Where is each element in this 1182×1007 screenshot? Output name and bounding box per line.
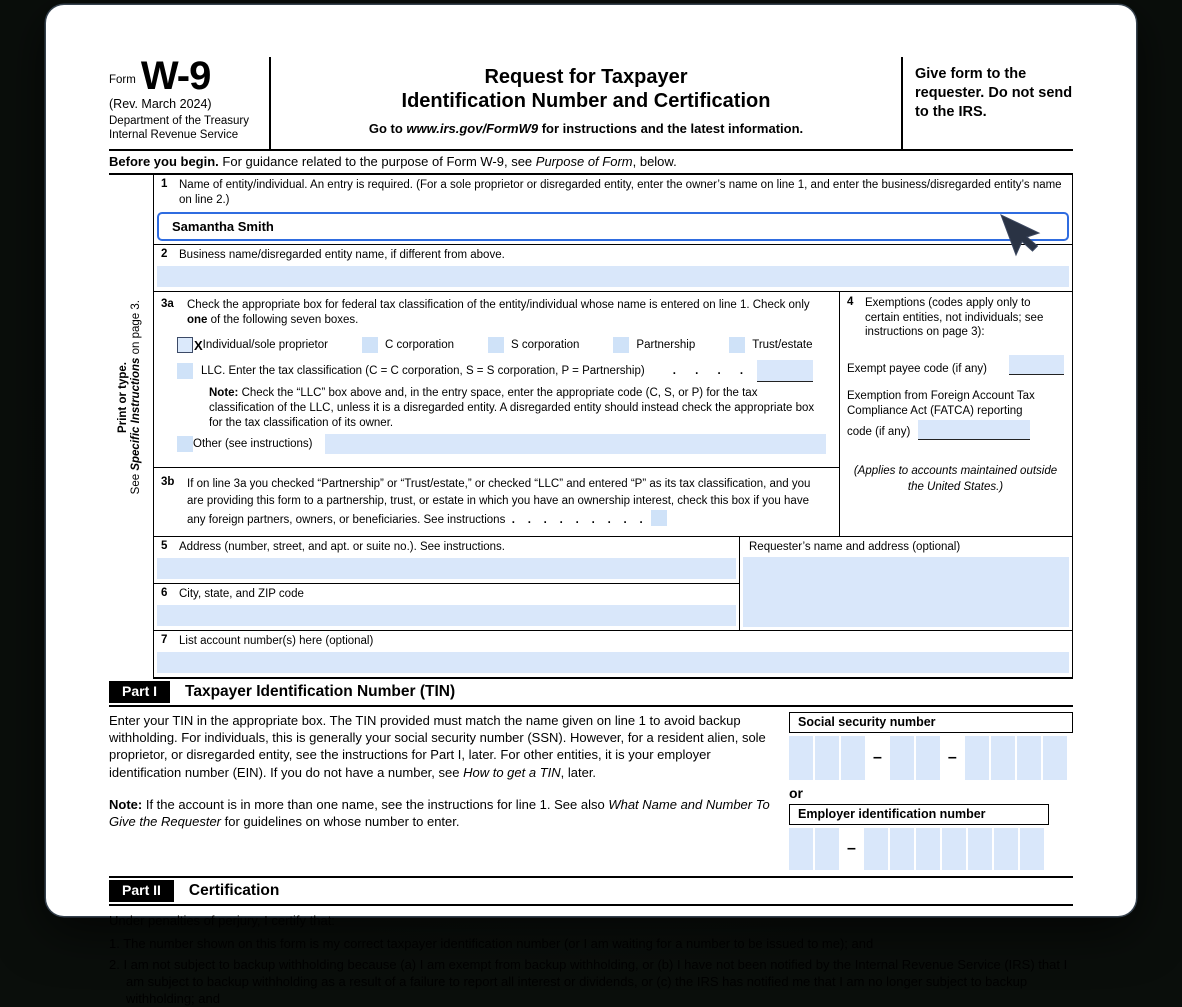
classification-section bbox=[154, 292, 1072, 538]
line3b-dot-leaders: . . . . . . . . . bbox=[505, 513, 643, 526]
line3a-number: 3a bbox=[161, 297, 174, 310]
checkbox-item-c-corp bbox=[362, 337, 454, 353]
line3a-label-a: Check the appropriate box for federal tax classification of the entity/individual whose name is entered on line 1. Check only bbox=[187, 298, 810, 311]
individual-label: Individual/sole proprietor bbox=[202, 339, 328, 352]
specific-instructions-ref: Specific Instructions bbox=[129, 357, 142, 471]
classification-checkboxes bbox=[177, 337, 833, 353]
tin-column bbox=[789, 712, 1073, 870]
part1-tab: Part I bbox=[109, 681, 170, 703]
llc-note-bold: Note: bbox=[209, 387, 239, 400]
form-body bbox=[116, 175, 1073, 679]
part1-body bbox=[109, 707, 1073, 870]
form-revision: (Rev. March 2024) bbox=[109, 97, 212, 111]
form-title-block bbox=[271, 57, 901, 149]
name-value: Samantha Smith bbox=[172, 218, 274, 234]
part2-tab: Part II bbox=[109, 880, 174, 902]
requester-input[interactable] bbox=[743, 557, 1069, 627]
form-title-line1: Request for Taxpayer bbox=[484, 66, 688, 88]
row-line5 bbox=[154, 537, 739, 584]
certification-item1: 1. The number shown on this form is my correct taxpayer identification number (or I am waiting for a number to be issued to me); and bbox=[109, 936, 874, 952]
part1-note-a: If the account is in more than one name, see the instructions for line 1. See also bbox=[142, 796, 609, 812]
line5-label: Address (number, street, and apt. or suite no.). See instructions. bbox=[179, 541, 505, 554]
part1-header bbox=[109, 679, 1073, 707]
before-mid: For guidance related to the purpose of Form W-9, see bbox=[218, 153, 536, 169]
ein-label-box: Employer identification number bbox=[789, 804, 1049, 825]
print-or-type-label: Print or type. bbox=[116, 361, 129, 433]
line1-number: 1 bbox=[161, 177, 168, 190]
row-line1 bbox=[154, 175, 1072, 245]
ssn-group2[interactable] bbox=[890, 736, 940, 780]
llc-note bbox=[209, 386, 823, 431]
w9-form-page bbox=[46, 5, 1136, 1007]
trust-estate-checkbox[interactable] bbox=[729, 337, 745, 353]
other-input[interactable] bbox=[325, 434, 826, 454]
llc-label: LLC. Enter the tax classification (C = C corporation, S = S corporation, P = Partnership) bbox=[201, 365, 645, 378]
other-checkbox[interactable] bbox=[177, 436, 193, 452]
c-corporation-checkbox[interactable] bbox=[362, 337, 378, 353]
line5-number: 5 bbox=[161, 540, 168, 553]
individual-checkbox-mark: X bbox=[194, 337, 203, 353]
checkbox-item-trust bbox=[729, 337, 812, 353]
form-number: W-9 bbox=[140, 54, 211, 98]
exempt-payee-row bbox=[847, 355, 1064, 375]
dept-treasury: Department of the Treasury bbox=[109, 115, 249, 127]
box4-label-row bbox=[847, 295, 1064, 341]
llc-row bbox=[177, 360, 826, 382]
name-input[interactable] bbox=[157, 212, 1069, 241]
address-section bbox=[154, 537, 1072, 631]
account-numbers-input[interactable] bbox=[157, 652, 1069, 673]
form-title-line2: Identification Number and Certification bbox=[401, 90, 771, 112]
city-state-zip-input[interactable] bbox=[157, 605, 736, 626]
how-to-get-tin-ref: How to get a TIN bbox=[463, 764, 561, 780]
checkbox-item-individual bbox=[177, 337, 328, 353]
fatca-label-line2: code (if any) bbox=[847, 426, 911, 439]
before-you-begin bbox=[109, 151, 1073, 175]
print-or-type-sidebar bbox=[107, 270, 151, 525]
checkbox-item-partnership bbox=[613, 337, 695, 353]
llc-checkbox[interactable] bbox=[177, 363, 193, 379]
before-bold: Before you begin. bbox=[109, 153, 219, 169]
line3b-number: 3b bbox=[161, 476, 175, 489]
ssn-input-row[interactable] bbox=[789, 736, 1073, 780]
requester-column bbox=[740, 537, 1072, 630]
row-line3a bbox=[154, 292, 839, 469]
line3b-text: If on line 3a you checked “Partnership” or “Trust/estate,” or checked “LLC” and entered “P” as its tax classification, and you are providing this form to a partnership, trust, or estate in which you have an ownership interest, check this box if you have any foreign partners, owners, or beneficiaries. See instructions bbox=[187, 478, 811, 526]
irs-url: www.irs.gov/FormW9 bbox=[406, 121, 539, 136]
ein-input-row[interactable] bbox=[789, 828, 1073, 870]
trust-estate-label: Trust/estate bbox=[752, 339, 813, 352]
form-subtitle bbox=[281, 121, 891, 136]
llc-dot-leaders: . . . . bbox=[672, 365, 744, 378]
part1-note-b: for guidelines on whose number to enter. bbox=[221, 813, 460, 829]
dept-irs: Internal Revenue Service bbox=[109, 129, 239, 142]
give-form-note: Give form to the requester. Do not send to the IRS. bbox=[901, 57, 1073, 149]
form-word: Form bbox=[109, 74, 136, 86]
s-corporation-label: S corporation bbox=[511, 339, 580, 352]
row-line3b bbox=[154, 468, 839, 536]
see-word: See bbox=[129, 470, 142, 495]
row-line2 bbox=[154, 245, 1072, 292]
exempt-payee-label: Exempt payee code (if any) bbox=[847, 363, 987, 376]
part2-body bbox=[109, 912, 1073, 1007]
ssn-dash2: – bbox=[947, 749, 957, 767]
ssn-label-box: Social security number bbox=[789, 712, 1073, 733]
box4-label: Exemptions (codes apply only to certain entities, not individuals; see instructions on page 3): bbox=[865, 296, 1044, 339]
ssn-dash1: – bbox=[873, 749, 882, 767]
box4-number: 4 bbox=[847, 295, 854, 308]
row-line7 bbox=[154, 631, 1072, 673]
form-header-left bbox=[109, 54, 271, 149]
fatca-block bbox=[847, 389, 1064, 440]
individual-checkbox[interactable] bbox=[177, 337, 193, 353]
exemptions-column bbox=[839, 292, 1072, 537]
foreign-partners-checkbox[interactable] bbox=[651, 510, 667, 526]
purpose-of-form-ref: Purpose of Form bbox=[535, 153, 633, 169]
what-name-ref: What Name and Number To Give the Requester bbox=[109, 796, 770, 829]
line2-label: Business name/disregarded entity name, if different from above. bbox=[179, 248, 505, 261]
ein-group1[interactable] bbox=[789, 828, 839, 870]
part1-text-b: , later. bbox=[560, 764, 597, 780]
address-input[interactable] bbox=[157, 558, 736, 579]
c-corporation-label: C corporation bbox=[384, 339, 455, 352]
line3a-label bbox=[187, 298, 825, 328]
part2-title: Certification bbox=[188, 882, 280, 900]
part2-header bbox=[109, 876, 1073, 906]
page3-ref: on page 3. bbox=[129, 300, 142, 358]
form-header bbox=[109, 54, 1073, 151]
or-label: or bbox=[789, 785, 803, 802]
partnership-label: Partnership bbox=[636, 339, 696, 352]
ein-group2[interactable] bbox=[864, 828, 1044, 870]
part1-text-a: Enter your TIN in the appropriate box. The TIN provided must match the name given on line 1 to avoid backup withholding. For individuals, this is generally your social security number (SSN). However, for a resident alien, sole proprietor, or disregarded entity, see the instructions for Part I, later. For other entities, it is your employer identification number (EIN). If you do not have a number, see bbox=[109, 713, 766, 780]
exempt-payee-code-input[interactable] bbox=[1009, 355, 1064, 375]
certification-item2: 2. I am not subject to backup withholding because (a) I am exempt from backup withholding, or (b) I have not been notified by the Internal Revenue Service (IRS) that I am subject to backup withholding as a result of a failure to report all interest or dividends, or (c) the IRS has notified me that I am no longer subject to backup withholding; and bbox=[109, 956, 1068, 1007]
see-instructions-label bbox=[130, 300, 142, 494]
part1-note-bold: Note: bbox=[109, 796, 143, 812]
llc-note-text: Check the “LLC” box above and, in the entry space, enter the appropriate code (C, S, or P) for the tax classification of the LLC, unless it is a disregarded entity. A disregarded entity should instead check the appropriate box for the tax classification of its owner. bbox=[209, 387, 815, 430]
ssn-group3[interactable] bbox=[965, 736, 1067, 780]
applies-note: (Applies to accounts maintained outside the United States.) bbox=[853, 465, 1058, 493]
business-name-input[interactable] bbox=[157, 266, 1069, 287]
part1-title: Taxpayer Identification Number (TIN) bbox=[185, 683, 456, 701]
line2-number: 2 bbox=[161, 247, 168, 260]
before-end: , below. bbox=[632, 153, 677, 169]
line7-label: List account number(s) here (optional) bbox=[179, 635, 374, 648]
ssn-group1[interactable] bbox=[789, 736, 865, 780]
line3a-label-b: of the following seven boxes. bbox=[207, 313, 359, 326]
line6-label: City, state, and ZIP code bbox=[179, 588, 304, 601]
mouse-cursor-icon bbox=[994, 210, 1046, 262]
line6-number: 6 bbox=[161, 587, 168, 600]
part1-note bbox=[109, 796, 778, 830]
certification-intro: Under penalties of perjury, I certify that: bbox=[109, 913, 335, 929]
line7-number: 7 bbox=[161, 634, 168, 647]
llc-code-input[interactable] bbox=[757, 360, 813, 382]
goto-suffix: for instructions and the latest information. bbox=[538, 121, 804, 136]
goto-text: Go to bbox=[368, 121, 407, 136]
fatca-code-input[interactable] bbox=[918, 420, 1030, 440]
part1-paragraph bbox=[109, 712, 778, 781]
ein-dash: – bbox=[847, 840, 856, 858]
checkbox-item-s-corp bbox=[488, 337, 579, 353]
line3b-label bbox=[187, 476, 825, 528]
other-row bbox=[177, 434, 826, 454]
line1-label: Name of entity/individual. An entry is required. (For a sole proprietor or disregarded entity, enter the owner’s name on line 1, and enter the business/disregarded entity’s name on line 2.) bbox=[179, 178, 1062, 206]
s-corporation-checkbox[interactable] bbox=[488, 337, 504, 353]
row-line6 bbox=[154, 584, 739, 626]
other-label: Other (see instructions) bbox=[193, 438, 313, 451]
partnership-checkbox[interactable] bbox=[613, 337, 629, 353]
line3a-label-one: one bbox=[187, 313, 208, 326]
fatca-label-line1: Exemption from Foreign Account Tax Compliance Act (FATCA) reporting bbox=[847, 390, 1035, 418]
requester-label: Requester’s name and address (optional) bbox=[749, 541, 961, 554]
